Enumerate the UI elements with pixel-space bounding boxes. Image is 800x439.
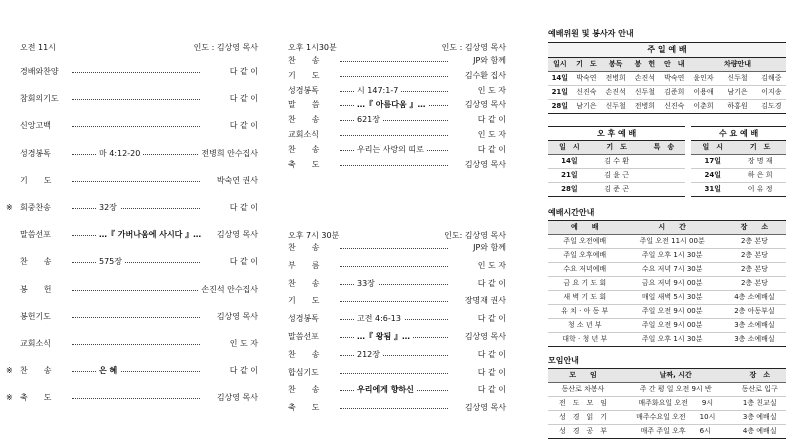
table-row [548, 291, 786, 305]
item-person: 인 도 자 [475, 85, 506, 97]
order-item [20, 148, 258, 160]
dot-leader [72, 99, 200, 100]
item-person: 다 같 이 [475, 384, 506, 396]
table-cell: 대학 · 청 년 부 [548, 333, 622, 347]
table-cell: 3층 예배실 [733, 411, 786, 425]
item-person: 김상영 목사 [462, 331, 506, 343]
item-name: 기 도 [20, 175, 52, 185]
table-cell: 손진석 [630, 72, 659, 86]
sunday-volunteers [548, 42, 786, 114]
item-person: 인 도 자 [227, 338, 258, 350]
column-header: 일 시 [691, 141, 734, 155]
evening-header [288, 230, 506, 241]
item-name: 성경봉독 [288, 314, 319, 324]
afternoon-time: 오후 1시30분 [288, 43, 337, 52]
dot-leader [340, 266, 448, 267]
table-cell: 전병희 [630, 100, 659, 114]
item-detail: 우리에게 향하신 [354, 384, 417, 396]
item-detail: …『 가버나움에 사시다 』… [96, 229, 204, 241]
afternoon-leader: 인도 : 김상영 목사 [441, 43, 506, 52]
item-person: 장명재 권사 [462, 295, 506, 307]
order-item [20, 311, 258, 323]
item-name: 찬 송 [288, 144, 320, 154]
table-cell: 동산로 입구 [733, 383, 786, 397]
item-detail: 575장 [96, 256, 125, 268]
table-cell: 4층 예배실 [733, 425, 786, 439]
item-person: 김상영 목사 [462, 402, 506, 414]
table-row [548, 72, 786, 86]
table-cell: 신두철 [630, 86, 659, 100]
item-name: 축 도 [288, 159, 320, 169]
table-cell: 신진숙 [660, 100, 689, 114]
table-cell: 28일 [548, 100, 572, 114]
dot-leader [72, 208, 200, 209]
column-header: 날짜, 시간 [618, 369, 733, 383]
order-item [20, 338, 258, 350]
schedule-title: 예배시간안내 [548, 208, 595, 217]
table-row [548, 425, 786, 439]
item-name: 찬 송 [288, 115, 320, 125]
table-row [548, 333, 786, 347]
table-cell: 매주수요일 오전 10시 [618, 411, 733, 425]
table-cell: 김도경 [757, 100, 786, 114]
order-item [6, 392, 258, 404]
dot-leader [72, 344, 200, 345]
column-header: 안 내 [660, 58, 689, 72]
table-cell: 28일 [548, 183, 591, 197]
order-item [20, 120, 258, 132]
table-cell: 주일 오후 1시 30분 [622, 333, 723, 347]
item-person: JP와 함께 [470, 55, 506, 67]
afternoon-volunteers [548, 126, 685, 197]
item-name: 찬 송 [288, 278, 320, 288]
item-person: 인 도 자 [475, 260, 506, 272]
dot-leader [340, 301, 448, 302]
dot-leader [340, 408, 448, 409]
table-cell: 전 도 모 임 [548, 397, 618, 411]
order-item [20, 229, 258, 241]
item-person: 다 같 이 [475, 367, 506, 379]
dot-leader [340, 373, 448, 374]
table-cell: 금 요 기 도 회 [548, 277, 622, 291]
table-cell: 2층 본당 [723, 263, 786, 277]
meetings-table [548, 368, 786, 439]
table-cell: 2층 아동부실 [723, 305, 786, 319]
table-cell: 하 은 희 [734, 169, 786, 183]
table-cell: 손진석 [601, 86, 630, 100]
table-cell: 주일 오후예배 [548, 249, 622, 263]
table-cell: 전병희 [601, 72, 630, 86]
column-header [689, 58, 718, 72]
item-name: 교회소식 [20, 339, 51, 348]
item-detail: 마 4:12-20 [96, 148, 143, 160]
column-header: 봉독 [601, 58, 630, 72]
table-row [548, 397, 786, 411]
item-person: 인 도 자 [475, 129, 506, 141]
table-cell: 매주 주일 오후 6시 [618, 425, 733, 439]
table-row [691, 155, 786, 169]
table-cell: 21일 [548, 169, 591, 183]
table-row [548, 249, 786, 263]
table-cell: 1층 친교실 [733, 397, 786, 411]
table-cell: 박숙연 [572, 72, 601, 86]
column-header: 모 임 [548, 369, 618, 383]
table-cell: 주일 오전예배 [548, 235, 622, 249]
item-person: 김상영 목사 [462, 99, 506, 111]
table-cell: 매주화요일 오전 9시 [618, 397, 733, 411]
column-header: 일 시 [548, 141, 591, 155]
order-item [20, 66, 258, 78]
order-item [288, 295, 506, 307]
item-person: 김상영 목사 [214, 311, 258, 323]
table-cell: 주 간 평 일 오전 9시 반 [618, 383, 733, 397]
table-cell: 주일 오전 11시 00분 [622, 235, 723, 249]
standing-mark: ※ [6, 393, 13, 403]
order-item [288, 260, 506, 272]
column-header: 예 배 [548, 221, 622, 235]
column-header: 기 도 [572, 58, 601, 72]
column-header: 장 소 [733, 369, 786, 383]
table-cell: 24일 [691, 169, 734, 183]
dot-leader [72, 181, 200, 182]
info-title: 예배위원 및 봉사자 안내 [548, 29, 634, 38]
table-cell: 신두철 [601, 100, 630, 114]
item-person: 김상영 목사 [214, 229, 258, 241]
item-person: JP와 함께 [470, 242, 506, 254]
order-item [20, 175, 258, 187]
order-item [6, 365, 258, 377]
table-row [548, 235, 786, 249]
dot-leader [72, 72, 200, 73]
item-person: 다 같 이 [227, 66, 258, 78]
table-cell: 매일 새벽 5시 30분 [622, 291, 723, 305]
table-cell: 이춘희 [689, 100, 718, 114]
item-name: 성경봉독 [20, 148, 51, 158]
order-item [288, 331, 506, 343]
column-header: 시 간 [622, 221, 723, 235]
table-cell: 주일 오전 9시 00분 [622, 305, 723, 319]
item-person: 다 같 이 [475, 349, 506, 361]
standing-mark: ※ [6, 203, 13, 212]
item-name: 축 도 [288, 403, 320, 413]
standing-mark: ※ [6, 366, 13, 376]
item-person: 박숙연 권사 [214, 175, 258, 187]
item-name: 경배와찬양 [20, 67, 59, 76]
table-cell: 김 윤 근 [591, 169, 643, 183]
table-cell: 윤인자 [689, 72, 718, 86]
table-cell: 박숙연 [660, 72, 689, 86]
table-cell: 2층 본당 [723, 249, 786, 263]
column-header: 기 도 [591, 141, 643, 155]
item-person: 김수환 집사 [462, 70, 506, 82]
table-cell: 남기은 [718, 86, 757, 100]
table-cell: 21일 [548, 86, 572, 100]
table-cell: 2층 본당 [723, 277, 786, 291]
order-item [288, 144, 506, 156]
table-cell: 이지송 [757, 86, 786, 100]
order-item [288, 402, 506, 414]
item-name: 신앙고백 [20, 121, 51, 131]
item-detail: 고전 4:6-13 [354, 313, 404, 325]
item-person: 김상영 목사 [214, 392, 258, 404]
table-row [691, 183, 786, 197]
column-header: 특 송 [642, 141, 685, 155]
item-name: 성경봉독 [288, 85, 319, 95]
evening-time: 오후 7시 30분 [288, 231, 340, 240]
item-name: 참회의기도 [20, 94, 59, 104]
item-name: 찬 송 [288, 349, 320, 359]
item-detail: 시 147:1-7 [354, 85, 401, 97]
order-item [20, 284, 258, 296]
item-person: 다 같 이 [227, 365, 258, 377]
item-detail: 621장 [354, 114, 383, 126]
order-item [288, 384, 506, 396]
item-person: 손진석 안수집사 [198, 284, 258, 296]
item-name: 기 도 [288, 296, 320, 306]
table-cell: 4층 소예배실 [723, 291, 786, 305]
wednesday-vol-title: 수 요 예 배 [691, 126, 786, 140]
item-name: 말 씀 [288, 100, 320, 110]
table-cell [642, 169, 685, 183]
item-name: 봉헌기도 [20, 311, 51, 321]
table-cell: 신두철 [718, 72, 757, 86]
item-person: 다 같 이 [475, 144, 506, 156]
table-cell: 성 경 공 부 [548, 425, 618, 439]
table-cell [642, 155, 685, 169]
item-person: 다 같 이 [227, 120, 258, 132]
afternoon-vol-title: 오 후 예 배 [548, 126, 685, 140]
item-person: 김상영 목사 [462, 159, 506, 171]
order-item [6, 202, 258, 214]
table-cell: 청 소 년 부 [548, 319, 622, 333]
order-item [288, 85, 506, 97]
morning-time: 오전 11시 [20, 43, 56, 52]
item-name: 회중찬송 [20, 203, 51, 212]
table-cell: 김해중 [757, 72, 786, 86]
table-row [548, 155, 685, 169]
item-person: 다 같 이 [475, 313, 506, 325]
dot-leader [72, 371, 200, 372]
item-name: 부 름 [288, 260, 320, 270]
item-name: 기 도 [288, 70, 320, 80]
table-cell: 신진숙 [572, 86, 601, 100]
table-row [548, 86, 786, 100]
dot-leader [72, 398, 200, 399]
item-person: 다 같 이 [475, 278, 506, 290]
table-cell: 3층 소예배실 [723, 319, 786, 333]
order-item [288, 129, 506, 141]
order-item [288, 55, 506, 67]
table-cell: 금요 저녁 9시 00분 [622, 277, 723, 291]
item-name: 찬 송 [288, 243, 320, 252]
table-row [548, 305, 786, 319]
table-cell: 2층 본당 [723, 235, 786, 249]
dot-leader [72, 126, 200, 127]
morning-header [20, 42, 258, 53]
sunday-table [548, 57, 786, 114]
item-detail: 32장 [96, 202, 120, 214]
column-header: 장 소 [723, 221, 786, 235]
table-row [548, 100, 786, 114]
table-cell: 남기은 [572, 100, 601, 114]
dot-leader [72, 317, 200, 318]
item-detail: …『 아름다움 』… [354, 99, 428, 111]
item-name: 봉 헌 [20, 284, 52, 294]
table-row [548, 319, 786, 333]
item-person: 다 같 이 [227, 202, 258, 214]
order-item [288, 278, 506, 290]
item-person: 다 같 이 [227, 93, 258, 105]
item-name: 찬 송 [20, 257, 52, 267]
table-cell: 김준희 [660, 86, 689, 100]
item-name: 말씀선포 [288, 332, 319, 341]
item-person: 다 같 이 [227, 256, 258, 268]
item-name: 축 도 [20, 393, 52, 403]
dot-leader [72, 262, 200, 263]
table-cell: 이용애 [689, 86, 718, 100]
afternoon-header [288, 42, 506, 53]
column-header: 일시 [548, 58, 572, 72]
item-name: 합심기도 [288, 367, 319, 377]
item-person: 전병희 안수집사 [198, 148, 258, 160]
table-row [548, 169, 685, 183]
table-row [548, 277, 786, 291]
table-cell: 14일 [548, 155, 591, 169]
meetings-title: 모임안내 [548, 356, 579, 365]
table-cell: 수요 저녁예배 [548, 263, 622, 277]
dot-leader [340, 76, 448, 77]
item-person: 다 같 이 [475, 114, 506, 126]
table-row [548, 411, 786, 425]
item-detail: 212장 [354, 349, 383, 361]
dot-leader [340, 61, 448, 62]
schedule-section [548, 207, 786, 347]
table-cell: 장 명 재 [734, 155, 786, 169]
table-cell: 주일 오후 1시 30분 [622, 249, 723, 263]
table-cell: 주일 오전 9시 00분 [622, 319, 723, 333]
item-detail: 우리는 사랑의 띠로 [354, 144, 427, 156]
table-row [548, 183, 685, 197]
item-name: 찬 송 [288, 56, 320, 65]
table-cell: 김 준 곤 [591, 183, 643, 197]
item-detail: …『 왕됨 』… [354, 331, 413, 343]
item-detail: 은 혜 [96, 365, 120, 377]
table-cell: 14일 [548, 72, 572, 86]
table-cell: 17일 [691, 155, 734, 169]
wednesday-vol-table [691, 140, 786, 197]
table-cell: 하홍원 [718, 100, 757, 114]
column-header: 기 도 [734, 141, 786, 155]
order-item [20, 93, 258, 105]
table-cell: 성 경 읽 기 [548, 411, 618, 425]
table-cell: 새 벽 기 도 회 [548, 291, 622, 305]
item-name: 교회소식 [288, 130, 319, 139]
order-item [20, 256, 258, 268]
order-item [288, 313, 506, 325]
item-name: 말씀선포 [20, 230, 51, 240]
table-cell: 이 유 정 [734, 183, 786, 197]
dot-leader [340, 135, 448, 136]
evening-leader: 인도: 김상영 목사 [444, 231, 506, 240]
meetings-section [548, 355, 786, 439]
table-cell: 3층 소예배실 [723, 333, 786, 347]
afternoon-vol-table [548, 140, 685, 197]
order-item [288, 242, 506, 254]
morning-leader: 인도 : 김상영 목사 [193, 43, 258, 52]
table-cell: 김 수 환 [591, 155, 643, 169]
order-item [288, 99, 506, 111]
service-volunteers [548, 126, 786, 197]
order-item [288, 349, 506, 361]
dot-leader [340, 165, 448, 166]
table-row [548, 383, 786, 397]
table-cell: 31일 [691, 183, 734, 197]
table-cell: 수요 저녁 7시 30분 [622, 263, 723, 277]
dot-leader [340, 248, 448, 249]
table-cell: 동산로 차봉사 [548, 383, 618, 397]
sunday-title: 주 일 예 배 [548, 42, 786, 57]
column-header [757, 58, 786, 72]
table-row [548, 263, 786, 277]
order-item [288, 159, 506, 171]
table-cell [642, 183, 685, 197]
order-item [288, 70, 506, 82]
order-item [288, 367, 506, 379]
item-name: 찬 송 [288, 385, 320, 395]
column-header: 봉 헌 [630, 58, 659, 72]
table-cell: 유 치 · 아 동 부 [548, 305, 622, 319]
table-row [691, 169, 786, 183]
item-detail: 33장 [354, 278, 378, 290]
info-column [548, 28, 786, 439]
dot-leader [72, 290, 200, 291]
wednesday-volunteers [691, 126, 786, 197]
column-header: 차량안내 [718, 58, 757, 72]
schedule-table [548, 220, 786, 347]
order-item [288, 114, 506, 126]
item-name: 찬 송 [20, 366, 52, 376]
